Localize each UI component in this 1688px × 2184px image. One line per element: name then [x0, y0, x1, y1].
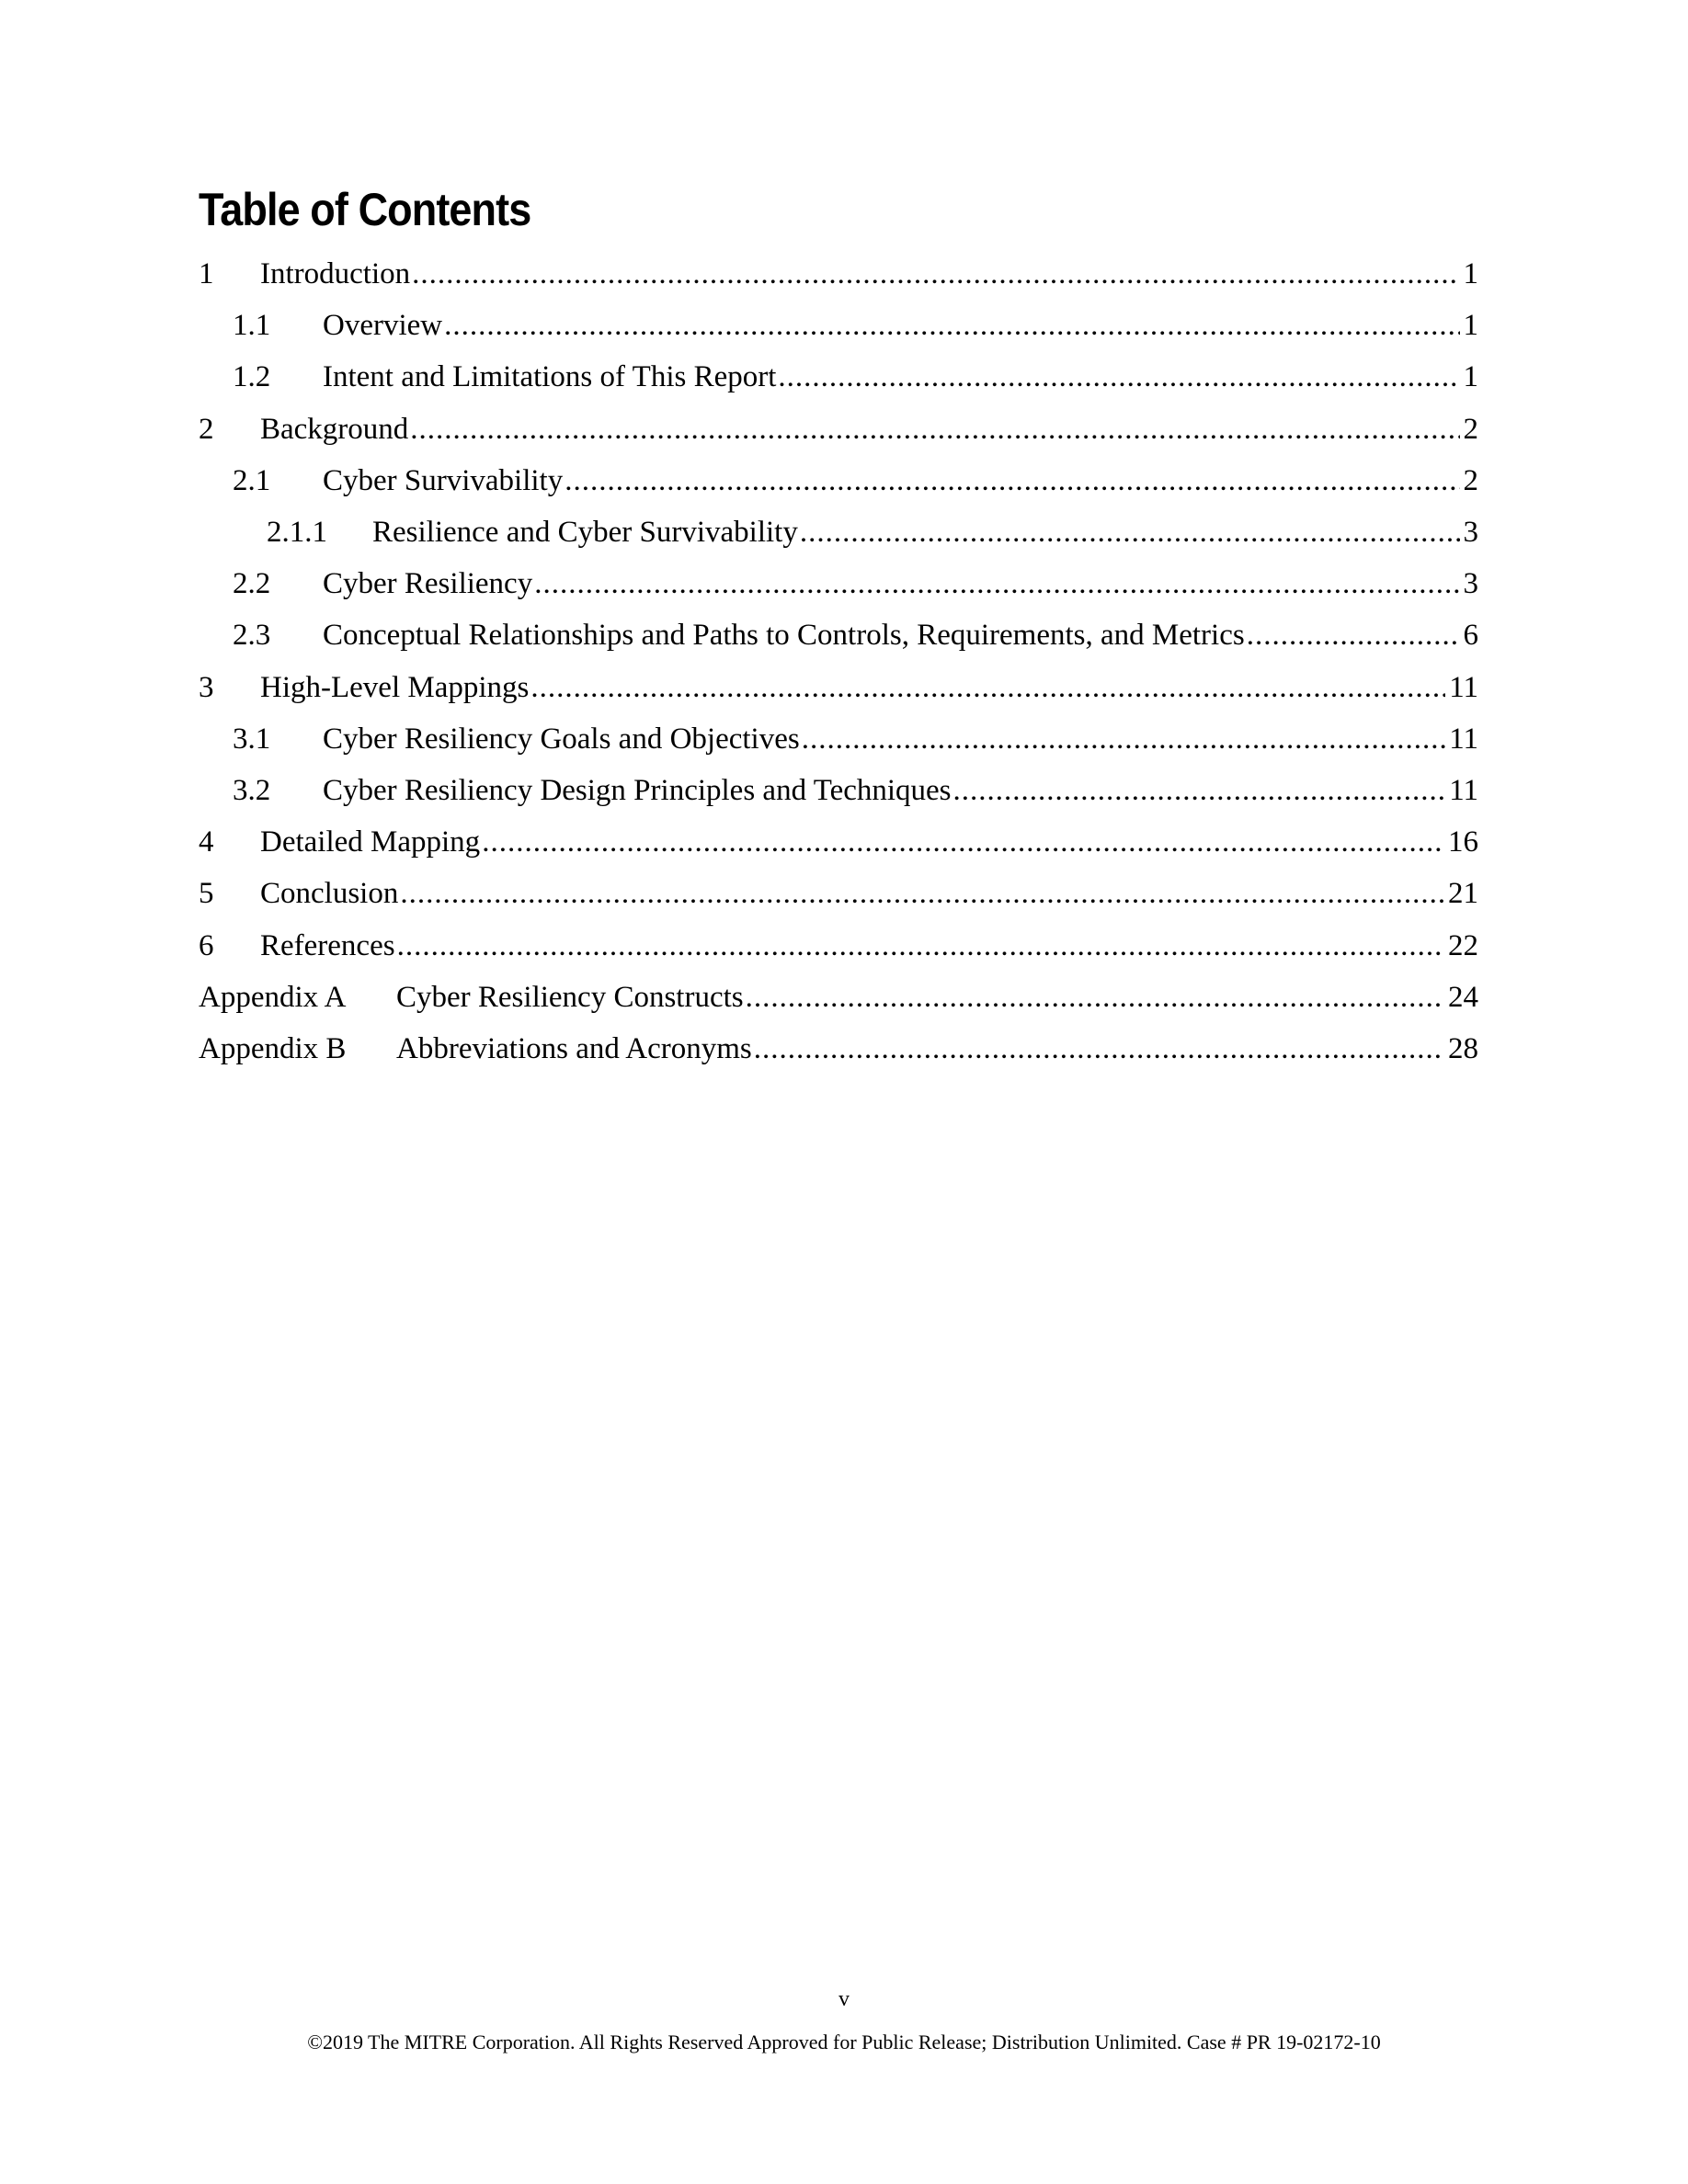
toc-entry-page: 24	[1448, 980, 1478, 1014]
toc-entry-label: Conclusion	[260, 877, 399, 911]
footer-copyright: ©2019 The MITRE Corporation. All Rights Reserved Approved for Public Release; Distribution Unlimited. Case # PR 19-02172-10	[307, 2030, 1381, 2053]
toc-entry-page: 6	[1463, 619, 1478, 653]
toc-entry-number: 2.2	[233, 567, 271, 601]
toc-entry-page: 16	[1448, 825, 1478, 859]
toc-dot-leader	[953, 772, 1446, 809]
toc-entry-label: Intent and Limitations of This Report	[323, 360, 777, 394]
toc-entry[interactable]	[199, 558, 1478, 609]
toc-entry-number: 1.1	[233, 309, 271, 343]
toc-dot-leader	[530, 669, 1445, 706]
toc-entry-page: 21	[1448, 877, 1478, 911]
toc-entry-label: Cyber Resiliency	[323, 567, 533, 601]
toc-entry-number: 4	[199, 825, 214, 859]
toc-entry-page: 2	[1463, 463, 1478, 497]
toc-entry[interactable]	[199, 455, 1478, 506]
toc-entry[interactable]	[199, 248, 1478, 300]
toc-entry-appendix[interactable]	[199, 1023, 1478, 1075]
toc-entry-number: 3.2	[233, 773, 271, 807]
toc-dot-leader	[1247, 617, 1460, 654]
toc-entry-label: Cyber Resiliency Constructs	[396, 980, 744, 1014]
toc-entry-number: 2.3	[233, 619, 271, 653]
toc-entry-number: 1.2	[233, 360, 271, 394]
toc-entry[interactable]	[199, 919, 1478, 971]
toc-entry-number: 2.1	[233, 463, 271, 497]
toc-entry-label: Cyber Survivability	[323, 463, 564, 497]
toc-entry-label: Cyber Resiliency Goals and Objectives	[323, 722, 800, 756]
toc-entry-page: 11	[1449, 722, 1478, 756]
toc-dot-leader	[565, 462, 1459, 499]
toc-entry[interactable]	[199, 868, 1478, 919]
toc-entry-page: 1	[1463, 360, 1478, 394]
toc-entry-page: 22	[1448, 928, 1478, 962]
toc-entry-label: Introduction	[260, 257, 411, 291]
toc-entry[interactable]	[199, 609, 1478, 661]
toc-entry-number: 5	[199, 877, 214, 911]
toc-dot-leader	[400, 875, 1444, 912]
toc-entry-label: Cyber Resiliency Design Principles and Techniques	[323, 773, 952, 807]
toc-dot-leader	[802, 721, 1446, 757]
toc-dot-leader	[444, 307, 1459, 344]
toc-entry-number: 2.1.1	[267, 516, 327, 550]
toc-entry-label: Detailed Mapping	[260, 825, 481, 859]
toc-entry[interactable]	[199, 662, 1478, 713]
toc-entry-page: 3	[1463, 516, 1478, 550]
toc-entry-number: 6	[199, 928, 214, 962]
page-number: v	[838, 1987, 850, 2011]
toc-entry[interactable]	[199, 404, 1478, 455]
toc-entry-label: Abbreviations and Acronyms	[396, 1031, 752, 1065]
toc-entry-page: 11	[1449, 773, 1478, 807]
toc-entry[interactable]	[199, 506, 1478, 558]
toc-entry-label: Background	[260, 412, 409, 446]
toc-entry-label: Resilience and Cyber Survivability	[372, 516, 798, 550]
toc-dot-leader	[482, 824, 1444, 860]
toc-entry-page: 2	[1463, 412, 1478, 446]
toc-entry-page: 1	[1463, 257, 1478, 291]
toc-dot-leader	[778, 358, 1459, 395]
toc-entry-number: 2	[199, 412, 214, 446]
toc-dot-leader	[800, 514, 1460, 551]
toc-dot-leader	[754, 1030, 1444, 1067]
toc-entry-number: Appendix A	[199, 980, 347, 1014]
toc-entry-page: 3	[1463, 567, 1478, 601]
toc-list	[199, 248, 1478, 1075]
toc-entry[interactable]	[199, 765, 1478, 816]
toc-entry-number: 3.1	[233, 722, 271, 756]
toc-entry-page: 28	[1448, 1031, 1478, 1065]
toc-entry-page: 11	[1449, 670, 1478, 704]
toc-entry-number: 1	[199, 257, 214, 291]
toc-entry[interactable]	[199, 300, 1478, 351]
toc-entry[interactable]	[199, 713, 1478, 765]
toc-entry[interactable]	[199, 351, 1478, 403]
toc-dot-leader	[410, 411, 1459, 448]
toc-dot-leader	[412, 256, 1459, 292]
toc-entry-number: 3	[199, 670, 214, 704]
toc-entry-label: References	[260, 928, 395, 962]
toc-dot-leader	[746, 979, 1444, 1016]
toc-dot-leader	[397, 927, 1444, 964]
toc-entry[interactable]	[199, 816, 1478, 868]
toc-entry-appendix[interactable]	[199, 972, 1478, 1023]
toc-entry-page: 1	[1463, 309, 1478, 343]
toc-entry-label: Overview	[323, 309, 443, 343]
toc-title: Table of Contents	[199, 184, 531, 235]
toc-entry-label: Conceptual Relationships and Paths to Controls, Requirements, and Metrics	[323, 619, 1245, 653]
toc-entry-label: High-Level Mappings	[260, 670, 530, 704]
toc-dot-leader	[534, 565, 1459, 602]
toc-entry-number: Appendix B	[199, 1031, 347, 1065]
